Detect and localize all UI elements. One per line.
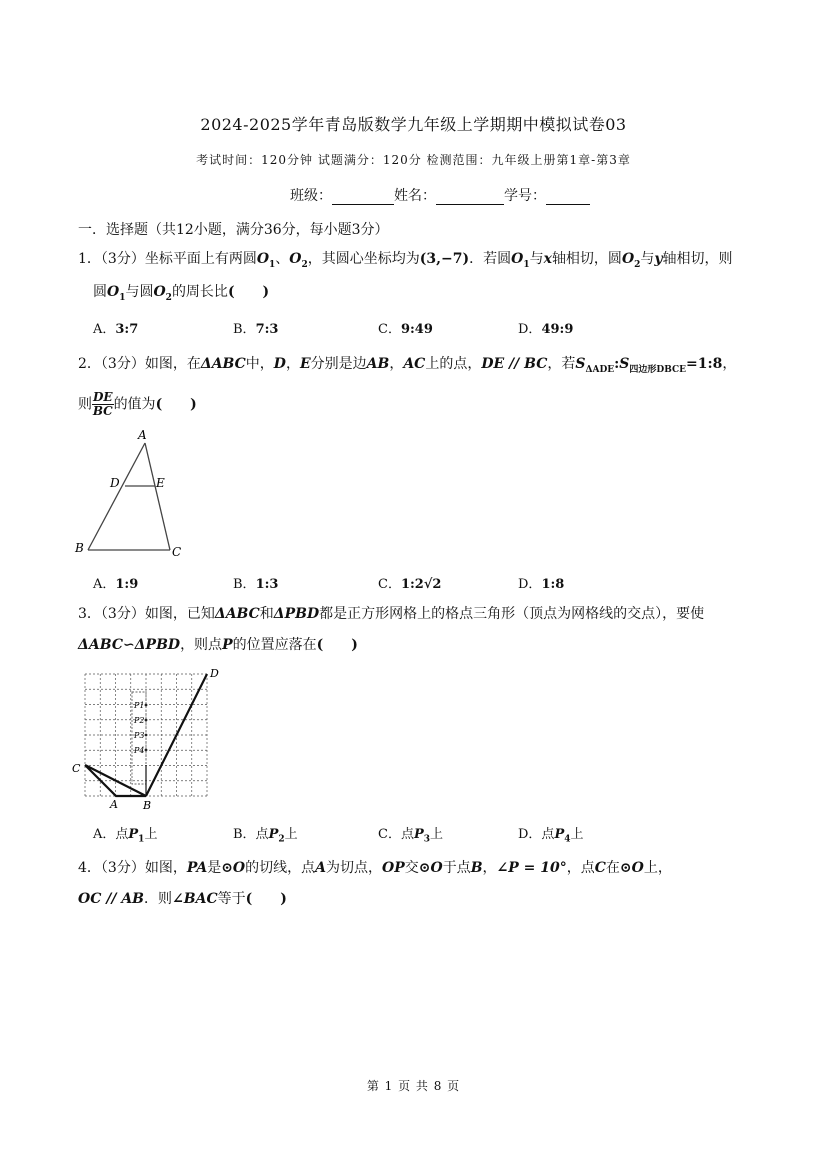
section-heading: 一．选择题（共12小题，满分36分，每小题3分） — [78, 222, 389, 238]
page-title: 2024-2025学年青岛版数学九年级上学期期中模拟试卷03 — [200, 115, 627, 134]
point-p1 — [145, 704, 148, 707]
q3-option-a[interactable]: A．点$P_1$上 — [93, 827, 158, 845]
label-d: D — [110, 476, 120, 490]
student-info-row — [290, 185, 590, 205]
class-field[interactable] — [332, 190, 394, 205]
label-a: A — [110, 798, 118, 811]
side-ac — [145, 443, 170, 550]
label-a: A — [138, 428, 147, 442]
question-3-line-1: 3．（3分）如图，已知ΔABC和ΔPBD都是正方形网格上的格点三角形（顶点为网格线的交点），要使 — [78, 606, 705, 622]
label-e: E — [156, 476, 165, 490]
id-field[interactable] — [546, 190, 590, 205]
point-p4 — [145, 749, 148, 752]
grid-figure — [70, 665, 230, 815]
label-p3: P3 — [134, 731, 145, 740]
label-c: C — [72, 762, 81, 775]
label-d: D — [210, 667, 219, 680]
point-p2 — [145, 719, 148, 722]
q1-option-a[interactable]: A．3:7 — [93, 322, 139, 337]
label-b: B — [75, 541, 84, 555]
question-3-line-2: ΔABC∽ΔPBD，则点P的位置应落在( ) — [78, 637, 358, 653]
class-label: 班级： — [290, 188, 332, 204]
exam-subtitle: 考试时间：120分钟 试题满分：120分 检测范围：九年级上册第1章-第3章 — [196, 153, 631, 167]
label-p1: P1 — [134, 701, 145, 710]
question-1-line-2: 圆$O_1$与圆$O_2$的周长比( ) — [93, 284, 270, 303]
label-c: C — [172, 545, 182, 559]
name-field[interactable] — [436, 190, 504, 205]
q1-option-c[interactable]: C．9:49 — [378, 322, 433, 337]
question-2-line-2: 则 $\frac{DE}{BC}$ 的值为( ) — [78, 390, 197, 418]
triangle-figure — [70, 425, 195, 565]
label-p2: P2 — [134, 716, 145, 725]
q3-option-c[interactable]: C．点$P_3$上 — [378, 827, 444, 845]
id-label: 学号： — [504, 188, 546, 204]
q2-option-c[interactable]: C．1:2√2 — [378, 577, 442, 592]
point-p3 — [145, 734, 148, 737]
label-p4: P4 — [134, 746, 145, 755]
q1-option-d[interactable]: D．49:9 — [518, 322, 574, 337]
name-label: 姓名： — [394, 188, 436, 204]
side-ab — [88, 443, 145, 550]
q3-option-b[interactable]: B．点$P_2$上 — [233, 827, 298, 845]
page-footer: 第 1 页 共 8 页 — [366, 1079, 461, 1093]
fraction-de-bc: $\frac{DE}{BC}$ — [92, 390, 113, 418]
question-1-line-1: 1．（3分）坐标平面上有两圆$O_1$、$O_2$，其圆心坐标均为(3,−7)．若圆$O_1$与x轴相切，圆$O_2$与y轴相切，则 — [78, 251, 733, 270]
question-4-line-2: OC // AB．则∠BAC等于( ) — [78, 891, 287, 907]
question-4-line-1: 4．（3分）如图，PA是⊙O的切线，点A为切点，OP交⊙O于点B，∠P = 10°，点C在⊙O上， — [78, 860, 672, 876]
question-2-line-1: 2．（3分）如图，在ΔABC中，D，E分别是边AB，AC上的点，DE // BC，若$S_{\Delta ADE}:S_{四边形DBCE}=1:8$， — [78, 356, 737, 375]
label-b: B — [143, 799, 152, 812]
q2-option-a[interactable]: A．1:9 — [93, 577, 139, 592]
q1-option-b[interactable]: B．7:3 — [233, 322, 279, 337]
q2-option-d[interactable]: D．1:8 — [518, 577, 565, 592]
q3-option-d[interactable]: D．点$P_4$上 — [518, 827, 584, 845]
q2-option-b[interactable]: B．1:3 — [233, 577, 279, 592]
